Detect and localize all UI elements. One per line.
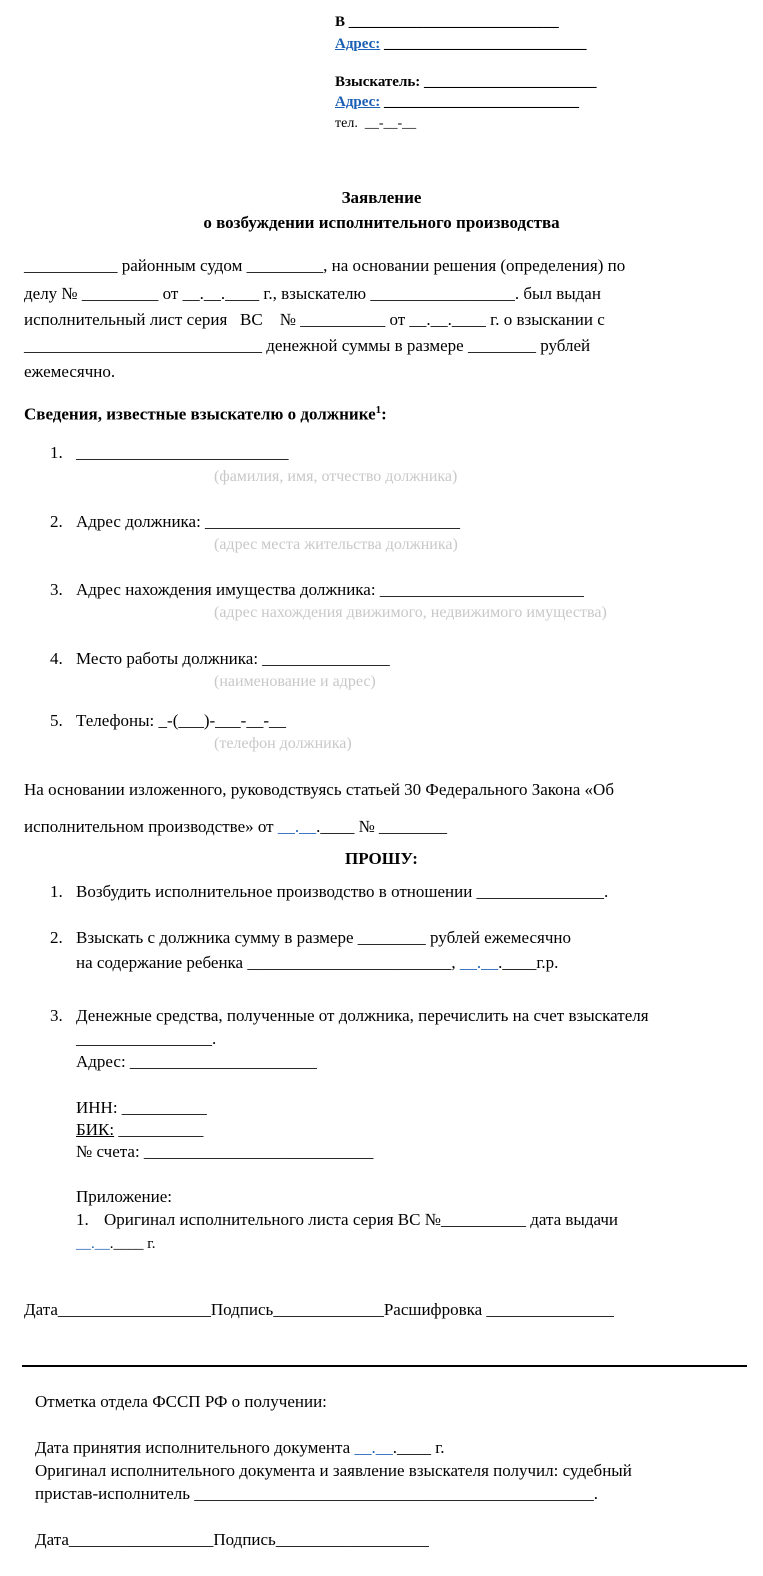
debtor-item-num: 2. (50, 512, 63, 531)
fssp-bailiff-line[interactable]: пристав-исполнитель _______________________________________________. (35, 1484, 599, 1503)
child-text: на содержание ребенка ________________________, (76, 953, 460, 972)
doc-subtitle: о возбуждении исполнительного производства (203, 213, 560, 232)
intro-line: ___________ районным судом _________, на основании решения (определения) по (24, 256, 626, 275)
bank-address[interactable]: Адрес: ______________________ (76, 1052, 317, 1071)
attachment-date-field[interactable]: __.__ (76, 1236, 110, 1252)
claimant-address[interactable] (335, 94, 579, 111)
debtor-item-address[interactable]: Адрес должника: ______________________________ (76, 512, 461, 531)
request-item-num: 2. (50, 928, 63, 947)
request-item-num: 1. (50, 882, 63, 901)
fssp-heading: Отметка отдела ФССП РФ о получении: (35, 1392, 327, 1411)
fssp-date-text: Дата принятия исполнительного документа (35, 1438, 355, 1457)
attachment-date-end: .____ г. (109, 1236, 156, 1252)
basis-line: На основании изложенного, руководствуясь статьей 30 Федерального Закона «Об (24, 780, 614, 799)
attachment-item-num: 1. (76, 1210, 89, 1229)
basis-text: исполнительном производстве» от (24, 817, 278, 836)
fssp-received-line: Оригинал исполнительного документа и заявление взыскателя получил: судебный (35, 1461, 632, 1480)
request-item-2[interactable]: Взыскать с должника сумму в размере ________ рублей ежемесячно (76, 928, 572, 947)
debtor-heading-text: Сведения, известные взыскателю о должнике (24, 404, 376, 424)
signature-line[interactable]: Дата__________________Подпись_____________Расшифровка _______________ (24, 1300, 614, 1319)
debtor-item-num: 3. (50, 580, 63, 599)
child-text-end: .____г.р. (498, 953, 559, 972)
debtor-hint: (адрес нахождения движимого, недвижимого имущества) (214, 604, 607, 621)
recipient-address[interactable] (335, 36, 587, 53)
debtor-item-phone[interactable]: Телефоны: _-(___)-___-__-__ (76, 711, 286, 730)
address-label: Адрес: (335, 94, 381, 110)
address-label: Адрес: (335, 36, 381, 52)
request-item-num: 3. (50, 1006, 63, 1025)
claimant-line[interactable]: Взыскатель: _______________________ (335, 74, 597, 90)
debtor-hint: (телефон должника) (214, 735, 352, 752)
recipient-line[interactable]: В ____________________________ (335, 14, 559, 30)
debtor-item-num: 4. (50, 649, 63, 668)
intro-line: исполнительный лист серия ВС № __________ от __.__.____ г. о взыскании с (24, 310, 605, 329)
account-field[interactable]: № счета: ___________________________ (76, 1142, 374, 1161)
bik-line: __________ (114, 1120, 204, 1139)
address-line: ___________________________ (380, 36, 587, 52)
basis-line-2 (24, 817, 447, 837)
attachment-item[interactable]: Оригинал исполнительного листа серия ВС №__________ дата выдачи (104, 1210, 618, 1229)
fssp-date-line[interactable] (35, 1438, 445, 1458)
attachment-heading: Приложение: (76, 1187, 172, 1206)
phone-line[interactable]: тел. __-__-__ (335, 116, 417, 131)
basis-date-field[interactable]: __.__ (277, 817, 317, 836)
request-item-1[interactable]: Возбудить исполнительное производство в отношении _______________. (76, 882, 609, 901)
inn-field[interactable]: ИНН: __________ (76, 1098, 207, 1117)
doc-title: Заявление (341, 188, 422, 207)
debtor-hint: (наименование и адрес) (214, 673, 376, 690)
request-item-3[interactable]: Денежные средства, полученные от должника, перечислить на счет взыскателя (76, 1006, 649, 1025)
address-line: __________________________ (380, 94, 580, 110)
intro-line: ____________________________ денежной суммы в размере ________ рублей (24, 336, 591, 355)
debtor-heading (24, 404, 387, 425)
attachment-date[interactable] (76, 1236, 155, 1253)
fssp-date-end: .____ г. (392, 1438, 445, 1457)
request-heading: ПРОШУ: (345, 849, 418, 868)
basis-text-end: .____ № ________ (316, 817, 448, 836)
debtor-item-name[interactable]: _________________________ (76, 443, 289, 462)
debtor-hint: (фамилия, имя, отчество должника) (214, 468, 458, 485)
footnote-mark: 1 (375, 404, 382, 416)
bik-label: БИК: (76, 1120, 115, 1139)
debtor-item-num: 5. (50, 711, 63, 730)
debtor-hint: (адрес места жительства должника) (214, 536, 458, 553)
section-divider (22, 1365, 747, 1367)
fssp-sign-line[interactable]: Дата_________________Подпись__________________ (35, 1530, 429, 1549)
debtor-item-property[interactable]: Адрес нахождения имущества должника: ________________________ (76, 580, 584, 599)
fssp-date-field[interactable]: __.__ (354, 1438, 393, 1457)
request-item-2-line2[interactable] (76, 953, 558, 973)
intro-line: ежемесячно. (24, 362, 116, 381)
child-date-field[interactable]: __.__ (459, 953, 499, 972)
heading-colon: : (381, 404, 387, 424)
bik-field[interactable] (76, 1120, 203, 1140)
request-item-3-line2[interactable]: ________________. (76, 1029, 217, 1048)
debtor-item-num: 1. (50, 443, 63, 462)
debtor-item-work[interactable]: Место работы должника: _______________ (76, 649, 390, 668)
intro-line: делу № _________ от __.__.____ г., взыскателю _________________. был выдан (24, 284, 601, 303)
